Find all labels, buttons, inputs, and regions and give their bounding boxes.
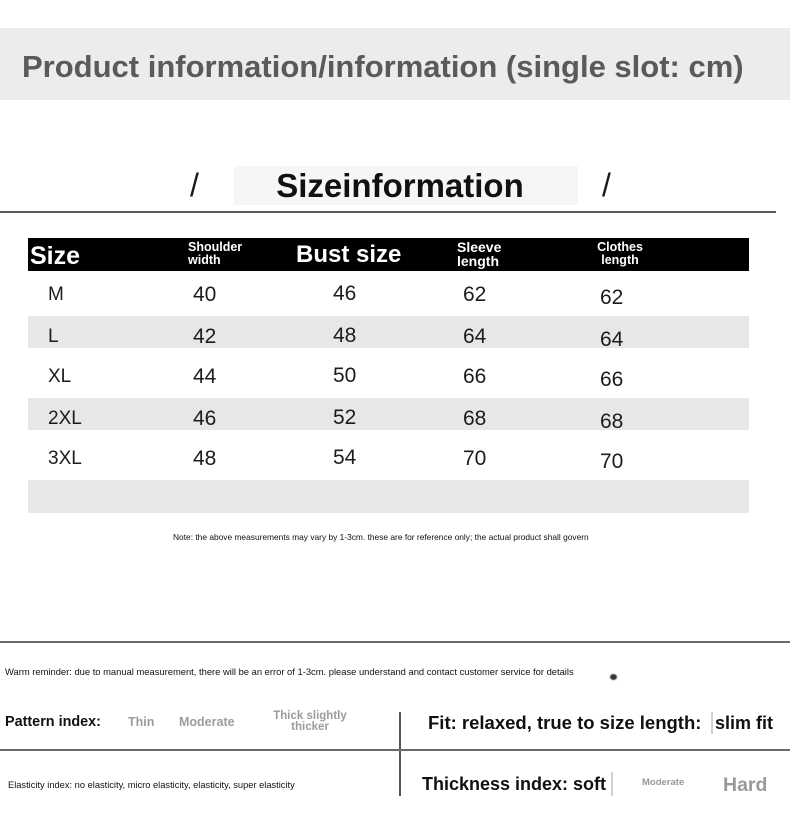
size-cell: M <box>48 284 64 305</box>
bust-size-cell: 52 <box>333 406 357 429</box>
sleeve-length-cell: 62 <box>463 283 487 306</box>
warm-reminder: Warm reminder: due to manual measurement, there will be an error of 1-3cm. please understand and contact customer service for details <box>5 666 574 677</box>
sleeve-length-cell: 66 <box>463 365 487 388</box>
pattern-index-label: Pattern index: <box>5 714 101 730</box>
shoulder-width-cell: 44 <box>193 365 217 388</box>
header-size: Size <box>30 242 81 270</box>
sleeve-length-cell: 64 <box>463 325 487 348</box>
shoulder-width-cell: 40 <box>193 283 217 306</box>
sleeve-length-cell: 68 <box>463 407 487 430</box>
shoulder-width-cell: 46 <box>193 407 217 430</box>
fit-label: Fit: relaxed, true to size length: <box>428 712 702 733</box>
clothes-length-cell: 70 <box>600 450 624 473</box>
divider-middle <box>0 641 790 643</box>
thickness-index-label: Thickness index: soft <box>422 774 607 794</box>
size-cell: L <box>48 326 59 347</box>
bust-size-cell: 46 <box>333 282 357 305</box>
size-cell: XL <box>48 366 72 387</box>
table-row <box>0 447 790 471</box>
divider-top <box>0 211 776 213</box>
shoulder-width-cell: 42 <box>193 325 217 348</box>
clothes-length-cell: 62 <box>600 286 624 309</box>
pattern-option-moderate: Moderate <box>179 715 235 729</box>
fit-separator <box>711 712 713 734</box>
divider-bottom <box>0 749 790 751</box>
pattern-option-thick: Thick slightly thicker <box>273 710 347 733</box>
size-title: Sizeinformation <box>276 167 524 204</box>
clothes-length-cell: 66 <box>600 368 624 391</box>
elasticity-index: Elasticity index: no elasticity, micro elasticity, elasticity, super elasticity <box>8 780 295 790</box>
header-bust-size: Bust size <box>296 241 402 268</box>
thickness-option-hard: Hard <box>723 774 768 796</box>
bust-size-cell: 54 <box>333 446 357 469</box>
clothes-length-cell: 68 <box>600 410 624 433</box>
pattern-option-thin: Thin <box>128 715 155 729</box>
banner-title: Product information/information (single slot: cm) <box>22 49 744 84</box>
table-row <box>0 283 790 307</box>
slash-right: / <box>602 167 611 203</box>
clothes-length-cell: 64 <box>600 328 624 351</box>
slash-left: / <box>190 167 199 203</box>
header-clothes-length: Clothes length <box>597 240 643 267</box>
bust-size-cell: 50 <box>333 364 357 387</box>
sleeve-length-cell: 70 <box>463 447 487 470</box>
header-sleeve-length: Sleeve length <box>457 239 502 269</box>
header-shoulder-width: Shoulder width <box>188 240 243 267</box>
measurement-note: Note: the above measurements may vary by 1-3cm. these are for reference only; the actual product shall govern <box>173 532 589 542</box>
bust-size-cell: 48 <box>333 324 357 347</box>
vertical-divider <box>399 712 401 796</box>
thickness-separator <box>611 772 613 796</box>
fit-value: slim fit <box>715 713 774 733</box>
size-cell: 3XL <box>48 448 82 469</box>
size-cell: 2XL <box>48 408 82 429</box>
thickness-option-moderate: Moderate <box>642 777 685 788</box>
shoulder-width-cell: 48 <box>193 447 217 470</box>
table-row <box>0 407 790 431</box>
dot-icon <box>610 674 617 680</box>
table-row <box>0 325 790 349</box>
table-row <box>0 365 790 389</box>
empty-row-stripe <box>28 480 749 513</box>
